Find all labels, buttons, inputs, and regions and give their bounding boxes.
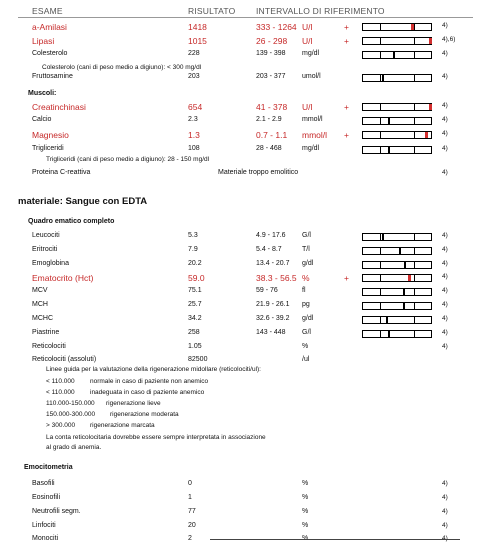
result-flag: + [344, 273, 349, 283]
result-name: Monociti [32, 535, 59, 542]
retic-guide-line1: La conta reticolocitaria dovrebbe essere sempre interpretata in associazione [46, 434, 266, 441]
range-bar-tick [414, 118, 415, 124]
result-flag: + [344, 102, 349, 112]
retic-guide-v1: inadeguata in caso di paziente anemico [90, 389, 205, 396]
retic-guide-line2: al grado di anemia. [46, 444, 102, 451]
header-risultato: RISULTATO [188, 6, 236, 16]
section-emocitometria: Emocitometria [24, 464, 73, 471]
range-bar [362, 37, 432, 45]
retic-guide-v3: rigenerazione moderata [110, 411, 179, 418]
range-bar-tick [414, 147, 415, 153]
result-unit: mg/dl [302, 145, 320, 152]
range-bar-tick [380, 147, 381, 153]
result-unit: % [302, 343, 309, 350]
result-row [0, 36, 500, 49]
range-bar-marker [403, 289, 405, 295]
result-row [0, 494, 500, 507]
range-bar [362, 288, 432, 296]
range-bar-tick [380, 275, 381, 281]
result-unit: % [302, 508, 309, 515]
header-intervallo: INTERVALLO DI RIFERIMENTO [256, 6, 385, 16]
result-name: Linfociti [32, 522, 56, 529]
range-bar [362, 330, 432, 338]
result-ref: 5.4 - 8.7 [256, 246, 282, 253]
result-ref: 32.6 - 39.2 [256, 315, 290, 322]
result-value: 1.05 [188, 343, 202, 350]
result-note: 4) [442, 522, 448, 529]
result-row [0, 329, 500, 342]
result-name: Trigliceridi [32, 145, 64, 152]
result-value: 654 [188, 102, 203, 112]
result-row [0, 273, 500, 286]
result-flag: + [344, 22, 349, 32]
result-unit: pg [302, 301, 310, 308]
result-ref: 143 - 448 [256, 329, 286, 336]
result-name: Magnesio [32, 130, 69, 140]
bottom-rule [210, 539, 460, 540]
range-bar-marker [429, 38, 432, 44]
result-unit: /ul [302, 356, 310, 363]
range-bar-tick [414, 38, 415, 44]
result-unit: fl [302, 287, 306, 294]
result-value: 20 [188, 522, 196, 529]
range-bar-tick [380, 104, 381, 110]
retic-guide-v2: rigenerazione lieve [106, 400, 161, 407]
result-ref: 2.1 - 2.9 [256, 116, 282, 123]
result-unit: g/dl [302, 315, 314, 322]
result-row [0, 246, 500, 259]
result-row [0, 522, 500, 535]
result-name: MCHC [32, 315, 53, 322]
range-bar [362, 247, 432, 255]
result-value: 2 [188, 535, 192, 542]
result-ref: 0.7 - 1.1 [256, 130, 288, 140]
result-unit: % [302, 494, 309, 501]
range-bar-marker [404, 262, 406, 268]
result-unit: mmol/l [302, 130, 328, 140]
result-value: 228 [188, 50, 200, 57]
result-unit: U/l [302, 36, 313, 46]
retic-guide-k1: < 110.000 [46, 389, 75, 396]
result-value: 2.3 [188, 116, 198, 123]
result-unit: G/l [302, 232, 311, 239]
result-note: 4) [442, 494, 448, 501]
result-unit: mg/dl [302, 50, 320, 57]
result-ref: 59 - 76 [256, 287, 278, 294]
result-note: 4) [442, 50, 448, 57]
result-ref: 41 - 378 [256, 102, 288, 112]
range-bar-tick [380, 248, 381, 254]
result-value: 77 [188, 508, 196, 515]
range-bar-marker [393, 52, 395, 58]
result-value: 258 [188, 329, 200, 336]
retic-guide-k4: > 300.000 [46, 422, 76, 429]
result-ref: 203 - 377 [256, 73, 286, 80]
result-row [0, 508, 500, 521]
range-bar [362, 131, 432, 139]
retic-guide-k2: 110.000-150.000 [46, 400, 95, 407]
range-bar-marker [399, 248, 401, 254]
result-unit: g/dl [302, 260, 314, 267]
result-row [0, 315, 500, 328]
result-value: 34.2 [188, 315, 202, 322]
result-note: 4) [442, 130, 448, 137]
range-bar-marker [425, 132, 428, 138]
result-ref: 21.9 - 26.1 [256, 301, 290, 308]
range-bar [362, 316, 432, 324]
range-bar-marker [408, 275, 411, 281]
range-bar-marker [388, 331, 390, 337]
range-bar-tick [414, 303, 415, 309]
range-bar-marker [382, 234, 384, 240]
range-bar [362, 23, 432, 31]
result-name: MCH [32, 301, 48, 308]
result-row [0, 232, 500, 245]
result-name: Eosinofili [32, 494, 61, 501]
retic-guide-k3: 150.000-300.000 [46, 411, 96, 418]
result-unit: G/l [302, 329, 311, 336]
range-bar [362, 302, 432, 310]
result-note: 4) [442, 301, 448, 308]
result-row [0, 301, 500, 314]
range-bar-tick [414, 75, 415, 81]
result-name: Lipasi [32, 36, 55, 46]
result-note: 4) [442, 102, 448, 109]
result-value: 1.3 [188, 130, 200, 140]
result-unit: U/l [302, 102, 313, 112]
note-trigliceridi: Trigliceridi (cani di peso medio a digiuno): 28 - 150 mg/dl [46, 156, 210, 163]
result-value: 108 [188, 145, 200, 152]
range-bar-tick [414, 289, 415, 295]
range-bar-tick [380, 262, 381, 268]
range-bar [362, 261, 432, 269]
result-name: Piastrine [32, 329, 60, 336]
result-note: 4) [442, 343, 448, 350]
range-bar-tick [380, 234, 381, 240]
result-value: 25.7 [188, 301, 202, 308]
range-bar-tick [380, 24, 381, 30]
result-unit: T/l [302, 246, 310, 253]
range-bar [362, 117, 432, 125]
result-name: Eritrociti [32, 246, 58, 253]
retic-guide-v4: rigenerazione marcata [90, 422, 155, 429]
result-unit: U/l [302, 22, 313, 32]
result-row [0, 480, 500, 493]
result-value: 0 [188, 480, 192, 487]
result-note: 4) [442, 169, 448, 176]
result-row [0, 287, 500, 300]
result-note: 4) [442, 315, 448, 322]
result-row [0, 260, 500, 273]
range-bar-tick [380, 303, 381, 309]
range-bar-tick [414, 24, 415, 30]
result-note: 4) [442, 22, 448, 29]
section-muscoli: Muscoli: [28, 90, 57, 97]
result-name: Leucociti [32, 232, 60, 239]
result-value: 1 [188, 494, 192, 501]
result-note: 4) [442, 287, 448, 294]
result-note: 4) [442, 329, 448, 336]
result-note: 4) [442, 116, 448, 123]
range-bar-tick [380, 75, 381, 81]
result-note: 4),6) [442, 36, 456, 43]
result-value: 1418 [188, 22, 207, 32]
result-unit: % [302, 480, 309, 487]
result-note: 4) [442, 246, 448, 253]
range-bar-marker [411, 24, 414, 30]
range-bar-marker [429, 104, 432, 110]
result-value: Materiale troppo emolitico [218, 169, 299, 176]
range-bar-tick [380, 331, 381, 337]
result-ref: 13.4 - 20.7 [256, 260, 290, 267]
range-bar-tick [380, 52, 381, 58]
range-bar-tick [380, 317, 381, 323]
range-bar [362, 274, 432, 282]
result-value: 5.3 [188, 232, 198, 239]
result-value: 1015 [188, 36, 207, 46]
result-name: Emoglobina [32, 260, 69, 267]
result-ref: 26 - 298 [256, 36, 288, 46]
range-bar-tick [380, 38, 381, 44]
result-flag: + [344, 130, 349, 140]
result-value: 203 [188, 73, 200, 80]
result-name: Ematocrito (Hct) [32, 273, 94, 283]
result-unit: % [302, 522, 309, 529]
result-value: 82500 [188, 356, 208, 363]
result-name: Reticolociti (assoluti) [32, 356, 97, 363]
result-row [0, 73, 500, 86]
range-bar [362, 103, 432, 111]
result-row [0, 130, 500, 143]
range-bar-tick [414, 132, 415, 138]
range-bar-tick [414, 234, 415, 240]
result-row [0, 343, 500, 356]
result-row [0, 116, 500, 129]
result-unit: umol/l [302, 73, 321, 80]
result-ref: 333 - 1264 [256, 22, 297, 32]
header-esame: ESAME [32, 6, 63, 16]
result-ref: 38.3 - 56.5 [256, 273, 297, 283]
retic-guide-v0: normale in caso di paziente non anemico [90, 378, 209, 385]
result-name: Basofili [32, 480, 55, 487]
result-name: Colesterolo [32, 50, 68, 57]
range-bar-tick [380, 289, 381, 295]
result-note: 4) [442, 73, 448, 80]
range-bar-marker [403, 303, 405, 309]
result-note: 4) [442, 508, 448, 515]
range-bar-tick [414, 275, 415, 281]
result-name: Creatinchinasi [32, 102, 86, 112]
section-quadro: Quadro ematico completo [28, 218, 115, 225]
result-note: 4) [442, 480, 448, 487]
result-note: 4) [442, 145, 448, 152]
range-bar [362, 146, 432, 154]
note-colesterolo: Colesterolo (cani di peso medio a digiuno): < 300 mg/dl [42, 64, 202, 71]
result-name: Calcio [32, 116, 52, 123]
range-bar-tick [380, 132, 381, 138]
result-value: 75.1 [188, 287, 202, 294]
range-bar-marker [382, 75, 384, 81]
result-note: 4) [442, 232, 448, 239]
retic-guide-intro: Linee guida per la valutazione della rigenerazione midollare (reticolociti/ul): [46, 366, 261, 373]
result-value: 20.2 [188, 260, 202, 267]
header-divider [18, 17, 473, 18]
range-bar-marker [386, 317, 388, 323]
range-bar-tick [414, 262, 415, 268]
result-ref: 139 - 398 [256, 50, 286, 57]
result-note: 4) [442, 273, 448, 280]
result-name: Reticolociti [32, 343, 66, 350]
result-name: Proteina C-reattiva [32, 169, 91, 176]
result-name: Neutrofili segm. [32, 508, 81, 515]
range-bar-marker [388, 147, 390, 153]
range-bar-tick [414, 248, 415, 254]
result-value: 7.9 [188, 246, 198, 253]
result-ref: 4.9 - 17.6 [256, 232, 286, 239]
range-bar [362, 74, 432, 82]
result-unit: mmol/l [302, 116, 323, 123]
range-bar-tick [414, 317, 415, 323]
result-row [0, 22, 500, 35]
range-bar [362, 51, 432, 59]
range-bar-tick [414, 104, 415, 110]
result-name: a-Amilasi [32, 22, 67, 32]
range-bar [362, 233, 432, 241]
result-row [0, 102, 500, 115]
result-unit: % [302, 273, 310, 283]
result-ref: 28 - 468 [256, 145, 282, 152]
material-title: materiale: Sangue con EDTA [18, 196, 148, 207]
range-bar-tick [414, 52, 415, 58]
result-name: Fruttosamine [32, 73, 73, 80]
result-flag: + [344, 36, 349, 46]
result-row [0, 50, 500, 63]
retic-guide-k0: < 110.000 [46, 378, 75, 385]
range-bar-tick [414, 331, 415, 337]
result-row [0, 169, 500, 182]
result-note: 4) [442, 260, 448, 267]
range-bar-marker [388, 118, 390, 124]
result-value: 59.0 [188, 273, 205, 283]
result-name: MCV [32, 287, 48, 294]
range-bar-tick [380, 118, 381, 124]
